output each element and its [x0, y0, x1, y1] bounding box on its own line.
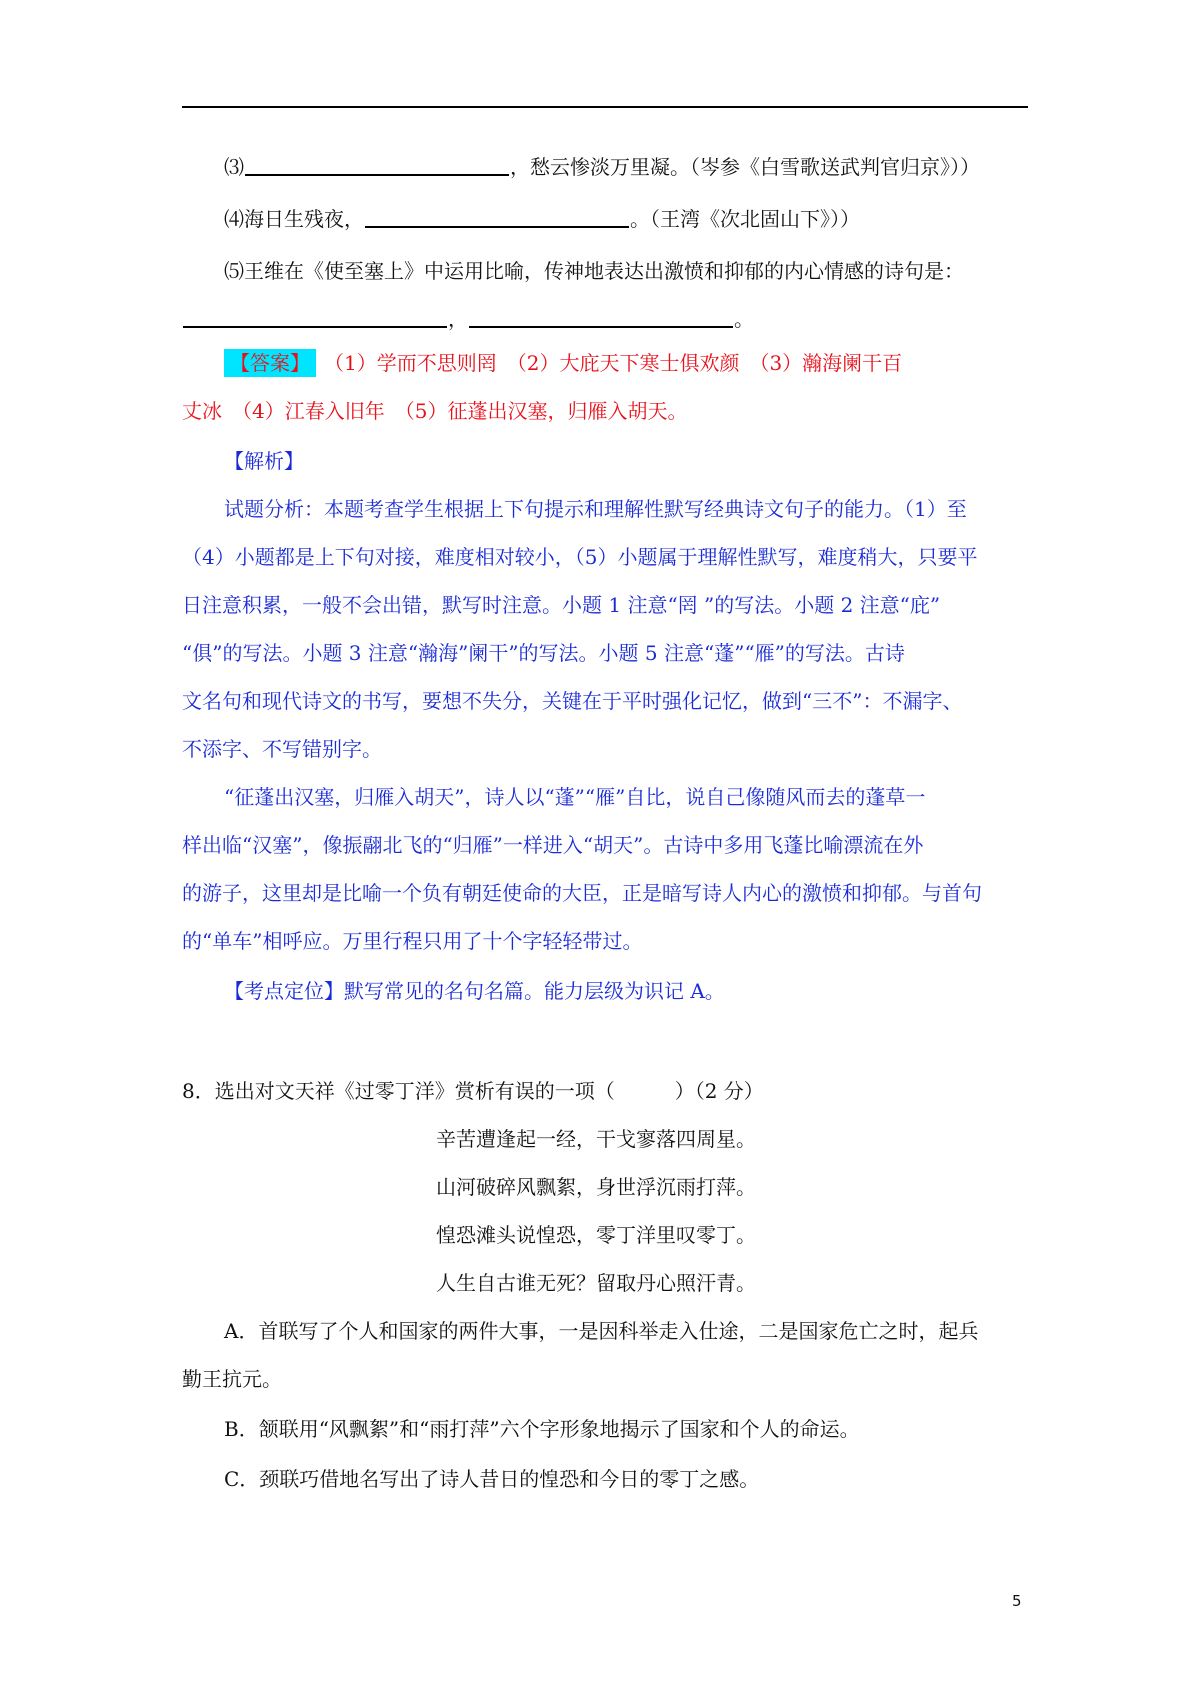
q4-blank[interactable]: [365, 206, 629, 228]
q4-suffix: 。（王湾《次北固山下》））: [630, 207, 860, 231]
analysis-p1-line-4: “俱”的写法。小题 3 注意“瀚海”阑干”的写法。小题 5 注意“蓬”“雁”的写法。古诗: [182, 641, 905, 665]
q5-sep: ，: [448, 307, 468, 331]
poem-line-2: 山河破碎风飘絮，身世浮沉雨打萍。: [436, 1175, 756, 1199]
q5-blank-2[interactable]: [469, 306, 733, 328]
q3-text: ，愁云惨淡万里凝。（岑参《白雪歌送武判官归京》））: [510, 155, 980, 179]
answer-text-1: （1）学而不思则罔 （2）大庇天下寒士俱欢颜 （3）瀚海阑干百: [334, 351, 903, 375]
q3-blank[interactable]: [245, 154, 509, 176]
analysis-p1-line-6: 不添字、不写错别字。: [182, 737, 382, 761]
q3-prefix: ⑶: [224, 155, 244, 179]
analysis-p2-line-3: 的游子，这里却是比喻一个负有朝廷使命的大臣，正是暗写诗人内心的激愤和抑郁。与首句: [182, 881, 982, 905]
q5-blank-1[interactable]: [183, 306, 447, 328]
q4-prefix: ⑷海日生残夜，: [224, 207, 364, 231]
poem-line-4: 人生自古谁无死？留取丹心照汗青。: [436, 1271, 756, 1295]
answer-line-2: [182, 396, 687, 426]
analysis-p2-line-4: 的“单车”相呼应。万里行程只用了十个字轻轻带过。: [182, 929, 643, 953]
question-5-blanks: [182, 304, 754, 334]
option-b: B．颔联用“风飘絮”和“雨打萍”六个字形象地揭示了国家和个人的命运。: [224, 1417, 860, 1441]
poem-line-3: 惶恐滩头说惶恐，零丁洋里叹零丁。: [436, 1223, 756, 1247]
question-8-stem: 8．选出对文天祥《过零丁洋》赏析有误的一项（ ）（2 分）: [182, 1079, 764, 1103]
q5-end: 。: [734, 307, 754, 331]
answer-text-2: 丈冰 （4）江春入旧年 （5）征蓬出汉塞，归雁入胡天。: [182, 399, 688, 423]
analysis-tag: 【解析】: [224, 449, 304, 473]
kaodian-tag: 【考点定位】: [224, 979, 344, 1003]
header-rule: [182, 106, 1028, 108]
analysis-p2-line-2: 样出临“汉塞”，像振翮北飞的“归雁”一样进入“胡天”。古诗中多用飞蓬比喻漂流在外: [182, 833, 924, 857]
poem-line-1: 辛苦遭逢起一经，干戈寥落四周星。: [436, 1127, 756, 1151]
option-a-line-1: A．首联写了个人和国家的两件大事，一是因科举走入仕途，二是国家危亡之时，起兵: [224, 1319, 979, 1343]
option-c: C．颈联巧借地名写出了诗人昔日的惶恐和今日的零丁之感。: [224, 1467, 760, 1491]
question-5-line: [224, 256, 964, 286]
kaodian-line: [224, 976, 725, 1006]
page-number: 5: [1012, 1592, 1022, 1610]
q5-text: ⑸王维在《使至塞上》中运用比喻，传神地表达出激愤和抑郁的内心情感的诗句是：: [224, 259, 964, 283]
analysis-p1-line-2: （4）小题都是上下句对接，难度相对较小，（5）小题属于理解性默写，难度稍大，只要平: [182, 545, 978, 569]
question-3-line: [224, 152, 980, 182]
analysis-p2-line-1: “征蓬出汉塞，归雁入胡天”，诗人以“蓬”“雁”自比，说自己像随风而去的蓬草一: [224, 785, 926, 809]
question-4-line: [224, 204, 860, 234]
kaodian-text: 默写常见的名句名篇。能力层级为识记 A。: [344, 979, 725, 1003]
analysis-p1-line-3: 日注意积累，一般不会出错，默写时注意。小题 1 注意“罔 ”的写法。小题 2 注意“庇”: [182, 593, 941, 617]
analysis-p1-line-1: 试题分析：本题考查学生根据上下句提示和理解性默写经典诗文句子的能力。（1）至: [224, 497, 967, 521]
answer-tag: 【答案】: [224, 349, 316, 377]
option-a-line-2: 勤王抗元。: [182, 1367, 282, 1391]
answer-line-1: [224, 348, 902, 378]
analysis-p1-line-5: 文名句和现代诗文的书写，要想不失分，关键在于平时强化记忆，做到“三不”：不漏字、: [182, 689, 963, 713]
